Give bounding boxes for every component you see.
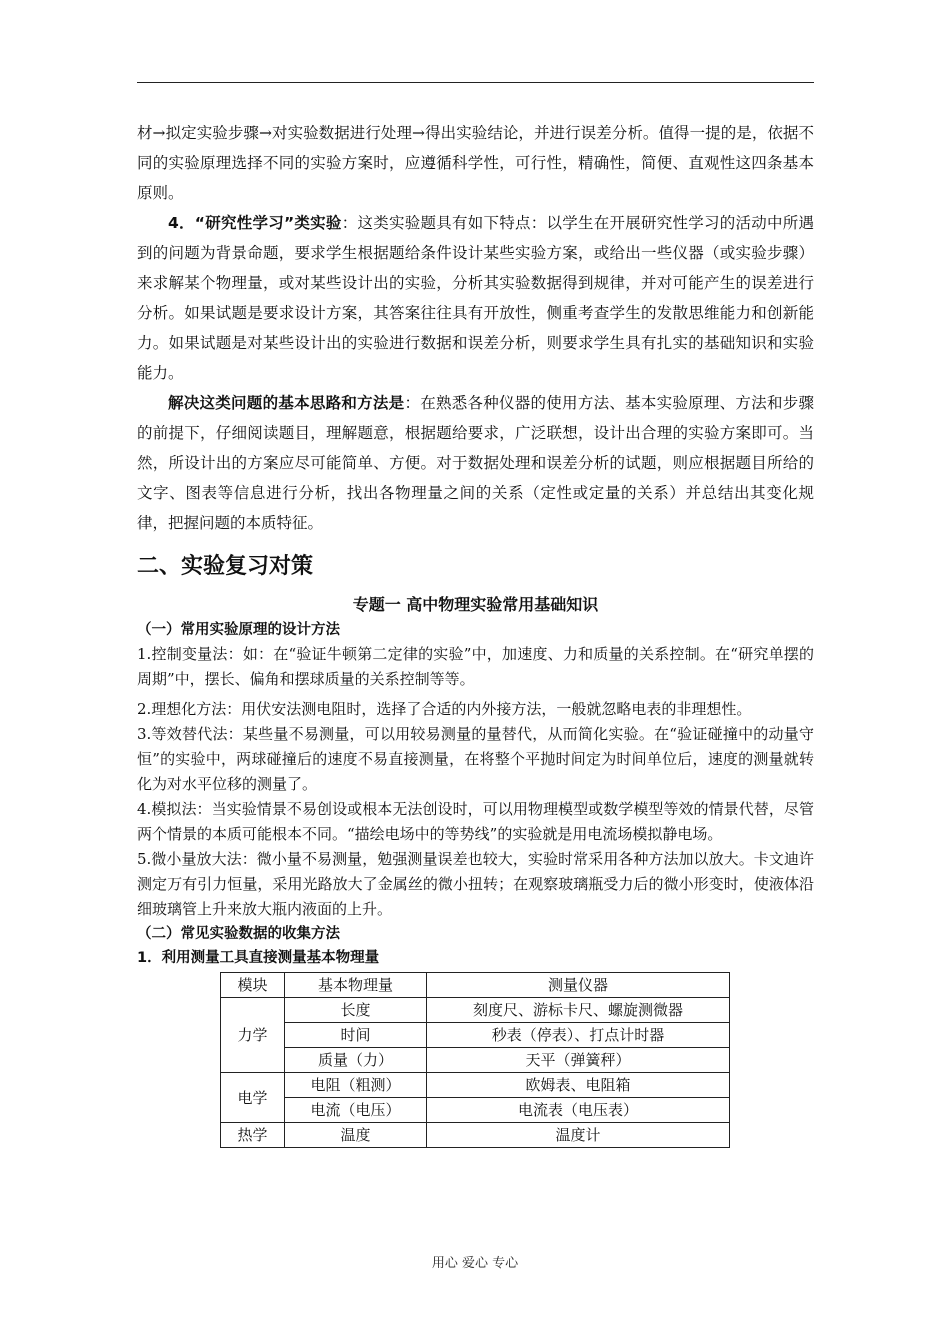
module-cell: 热学 [221,1123,285,1148]
methods-list [137,642,814,922]
module-cell: 电学 [221,1073,285,1123]
quantity-cell: 长度 [285,998,427,1023]
table-row [221,1048,730,1073]
research-learning-body: ：这类实验题具有如下特点：以学生在开展研究性学习的活动中所遇到的问题为背景命题，要求学生根据题给条件设计某些实验方案，或给出一些仪器（或实验步骤）来求解某个物理量，或对某些设计出的实验，分析其实验数据得到规律，并对可能产生的误差进行分析。如果试题是要求设计方案，其答案往往具有开放性，侧重考查学生的发散思维能力和创新能力。如果试题是对某些设计出的实验进行数据和误差分析，则要求学生具有扎实的基础知识和实验能力。 [137,214,814,382]
measurement-table [220,972,730,1148]
instrument-cell: 天平（弹簧秤） [427,1048,730,1073]
header-module: 模块 [221,973,285,998]
quantity-cell: 电阻（粗测） [285,1073,427,1098]
topic-title: 专题一 高中物理实验常用基础知识 [352,595,599,614]
quantity-cell: 电流（电压） [285,1098,427,1123]
research-learning-lead: 4．“研究性学习”类实验 [168,214,342,232]
quantity-cell: 温度 [285,1123,427,1148]
header-quantity: 基本物理量 [285,973,427,998]
data-collection-item-title: 1．利用测量工具直接测量基本物理量 [137,950,380,966]
module-cell: 力学 [221,998,285,1073]
instrument-cell: 电流表（电压表） [427,1098,730,1123]
table-row [221,1098,730,1123]
instrument-cell: 温度计 [427,1123,730,1148]
instrument-cell: 欧姆表、电阻箱 [427,1073,730,1098]
paragraph-experiment-steps: 材→拟定实验步骤→对实验数据进行处理→得出实验结论，并进行误差分析。值得一提的是，依据不同的实验原理选择不同的实验方案时，应遵循科学性，可行性，精确性，简便、直观性这四条基本原则。 [137,124,814,202]
approach-lead: 解决这类问题的基本思路和方法是 [168,394,405,412]
page-footer: 用心 爱心 专心 [431,1256,519,1271]
table-row [221,1023,730,1048]
method-item: 4.模拟法：当实验情景不易创设或根本无法创设时，可以用物理模型或数学模型等效的情景代替，尽管两个情景的本质可能根本不同。“描绘电场中的等势线”的实验就是用电流场模拟静电场。 [137,800,814,843]
method-item: 3.等效替代法：某些量不易测量，可以用较易测量的量替代，从而简化实验。在“验证碰撞中的动量守恒”的实验中，两球碰撞后的速度不易直接测量，在将整个平抛时间定为时间单位后，速度的测量就转化为对水平位移的测量了。 [137,725,814,793]
method-item: 5.微小量放大法：微小量不易测量，勉强测量误差也较大，实验时常采用各种方法加以放大。卡文迪许测定万有引力恒量，采用光路放大了金属丝的微小扭转；在观察玻璃瓶受力后的微小形变时，使液体沿细玻璃管上升来放大瓶内液面的上升。 [137,850,814,918]
instrument-cell: 秒表（停表）、打点计时器 [427,1023,730,1048]
table-header-row [221,973,730,998]
header-rule [137,82,814,83]
method-item: 2.理想化方法：用伏安法测电阻时，选择了合适的内外接方法，一般就忽略电表的非理想性。 [137,700,752,718]
paragraph-approach [137,388,814,538]
method-item: 1.控制变量法：如：在“验证牛顿第二定律的实验”中，加速度、力和质量的关系控制。在“研究单摆的周期”中，摆长、偏角和摆球质量的关系控制等等。 [137,645,814,688]
approach-body: ：在熟悉各种仪器的使用方法、基本实验原理、方法和步骤的前提下，仔细阅读题目，理解题意，根据题给要求，广泛联想，设计出合理的实验方案即可。当然，所设计出的方案应尽可能简单、方便。对于数据处理和误差分析的试题，则应根据题目所给的文字、图表等信息进行分析，找出各物理量之间的关系（定性或定量的关系）并总结出其变化规律，把握问题的本质特征。 [137,394,814,532]
header-instrument: 测量仪器 [427,973,730,998]
quantity-cell: 质量（力） [285,1048,427,1073]
subsection-title-principles: （一）常用实验原理的设计方法 [137,622,340,638]
section-title: 二、实验复习对策 [137,554,314,579]
table-row [221,1073,730,1098]
table-row [221,1123,730,1148]
page-content [137,118,814,1148]
table-row [221,998,730,1023]
subsection-title-data-collection: （二）常见实验数据的收集方法 [137,926,340,942]
quantity-cell: 时间 [285,1023,427,1048]
paragraph-research-learning [137,208,814,388]
instrument-cell: 刻度尺、游标卡尺、螺旋测微器 [427,998,730,1023]
